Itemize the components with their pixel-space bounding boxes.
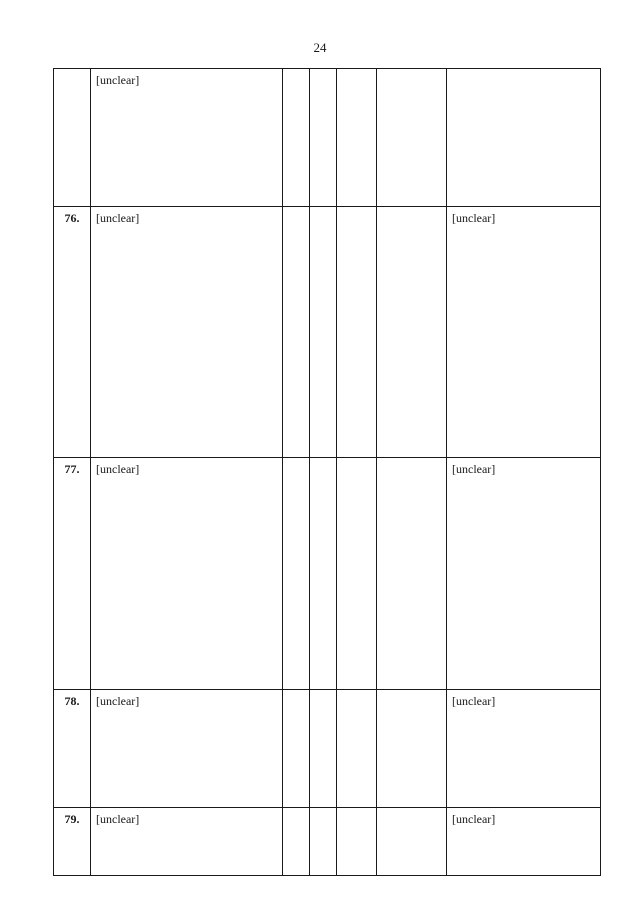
- check-cell: [310, 69, 337, 207]
- reference-cell: [unclear]: [447, 690, 601, 808]
- question-cell: [unclear]: [91, 808, 283, 876]
- check-cell: [283, 458, 310, 690]
- table-row: [54, 207, 601, 458]
- check-cell: [310, 808, 337, 876]
- row-number: 78.: [54, 690, 91, 808]
- check-cell: [337, 690, 377, 808]
- table-row: [54, 69, 601, 207]
- reference-cell: [unclear]: [447, 808, 601, 876]
- check-cell: [377, 207, 447, 458]
- check-cell: [337, 458, 377, 690]
- table-row: [54, 690, 601, 808]
- question-cell: [unclear]: [91, 690, 283, 808]
- check-cell: [283, 207, 310, 458]
- row-number: 79.: [54, 808, 91, 876]
- check-cell: [377, 808, 447, 876]
- check-cell: [337, 69, 377, 207]
- check-cell: [283, 69, 310, 207]
- check-cell: [337, 207, 377, 458]
- question-cell: [unclear]: [91, 69, 283, 207]
- reference-cell: [unclear]: [447, 458, 601, 690]
- check-cell: [377, 458, 447, 690]
- check-cell: [310, 207, 337, 458]
- check-cell: [310, 458, 337, 690]
- row-number: 76.: [54, 207, 91, 458]
- row-number: 77.: [54, 458, 91, 690]
- checklist-table: [53, 68, 601, 876]
- check-cell: [283, 808, 310, 876]
- check-cell: [337, 808, 377, 876]
- question-cell: [unclear]: [91, 207, 283, 458]
- check-cell: [310, 690, 337, 808]
- page-number: 24: [313, 40, 327, 55]
- check-cell: [283, 690, 310, 808]
- check-cell: [377, 69, 447, 207]
- check-cell: [377, 690, 447, 808]
- row-number: [54, 69, 91, 207]
- table-row: [54, 808, 601, 876]
- reference-cell: [unclear]: [447, 207, 601, 458]
- reference-cell: [447, 69, 601, 207]
- question-cell: [unclear]: [91, 458, 283, 690]
- table-row: [54, 458, 601, 690]
